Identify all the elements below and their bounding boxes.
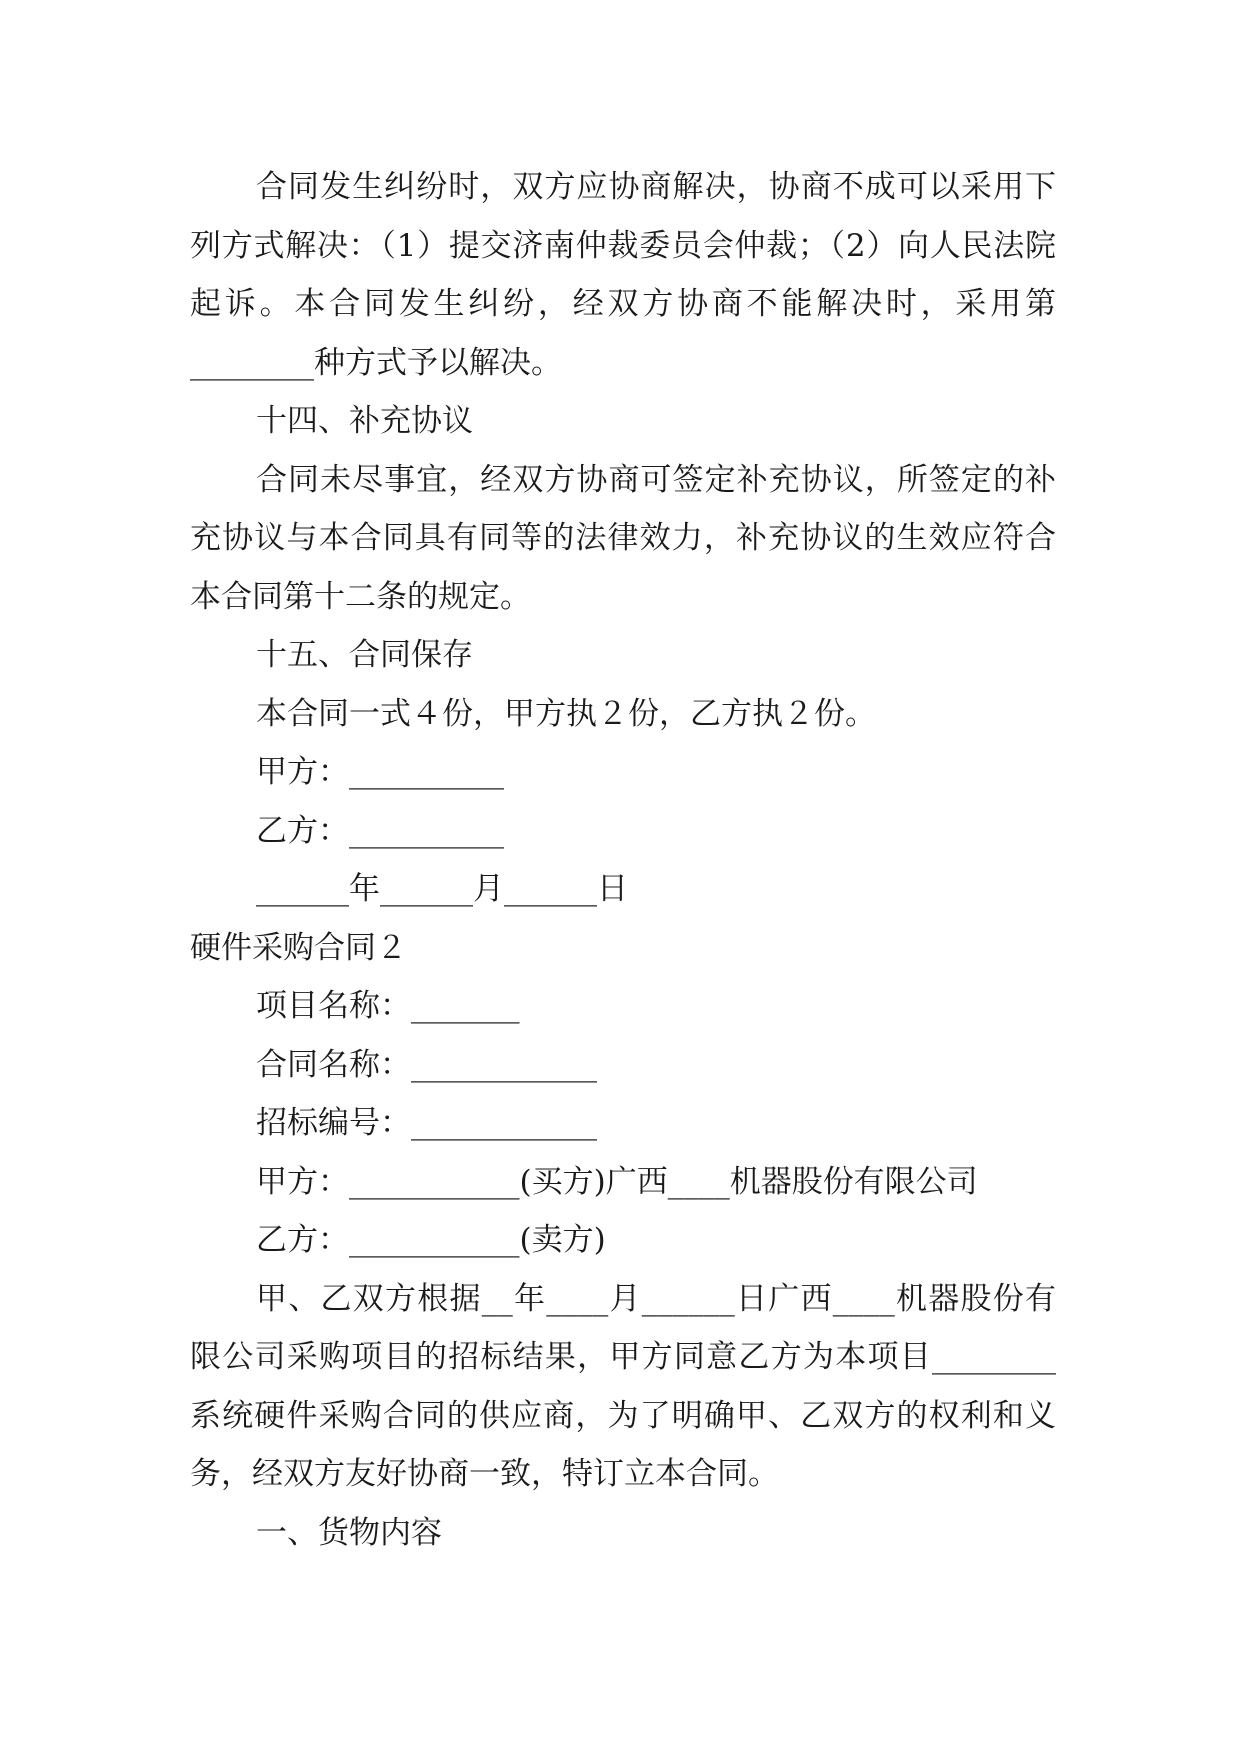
supplementary-agreement-paragraph: 合同未尽事宜，经双方协商可签定补充协议，所签定的补充协议与本合同具有同等的法律效力，补充协议的生效应符合本合同第十二条的规定。 — [190, 461, 1056, 615]
section-heading-contract-storage: 十五、合同保存 — [256, 637, 473, 673]
document-body — [190, 158, 1056, 1562]
party-a-buyer-field: 甲方：___________(买方)广西____机器股份有限公司 — [256, 1163, 978, 1200]
contract-copies-paragraph: 本合同一式４份，甲方执２份，乙方执２份。 — [256, 695, 876, 732]
party-a-signature-line: 甲方：__________ — [256, 754, 504, 790]
contract-name-field: 合同名称：____________ — [256, 1046, 597, 1083]
dispute-resolution-paragraph: 合同发生纠纷时，双方应协商解决，协商不成可以采用下列方式解决：（1）提交济南仲裁委员会仲裁；（2）向人民法院起诉。本合同发生纠纷，经双方协商不能解决时，采用第________种方式予以解决。 — [190, 169, 1056, 381]
contract-preamble-paragraph: 甲、乙双方根据__年____月______日广西____机器股份有限公司采购项目的招标结果，甲方同意乙方为本项目________系统硬件采购合同的供应商，为了明确甲、乙双方的权利和义务，经双方友好协商一致，特订立本合同。 — [190, 1280, 1056, 1492]
party-b-signature-line: 乙方：__________ — [256, 812, 504, 849]
party-b-seller-field: 乙方：___________(卖方) — [256, 1222, 606, 1258]
section-heading-supplementary-agreement: 十四、补充协议 — [256, 403, 473, 439]
project-name-field: 项目名称：_______ — [256, 988, 520, 1024]
section-heading-goods-content: 一、货物内容 — [256, 1514, 442, 1551]
date-line: ______年______月______日 — [256, 871, 628, 907]
document-title-2: 硬件采购合同２ — [190, 929, 407, 966]
bid-number-field: 招标编号：____________ — [256, 1105, 597, 1141]
